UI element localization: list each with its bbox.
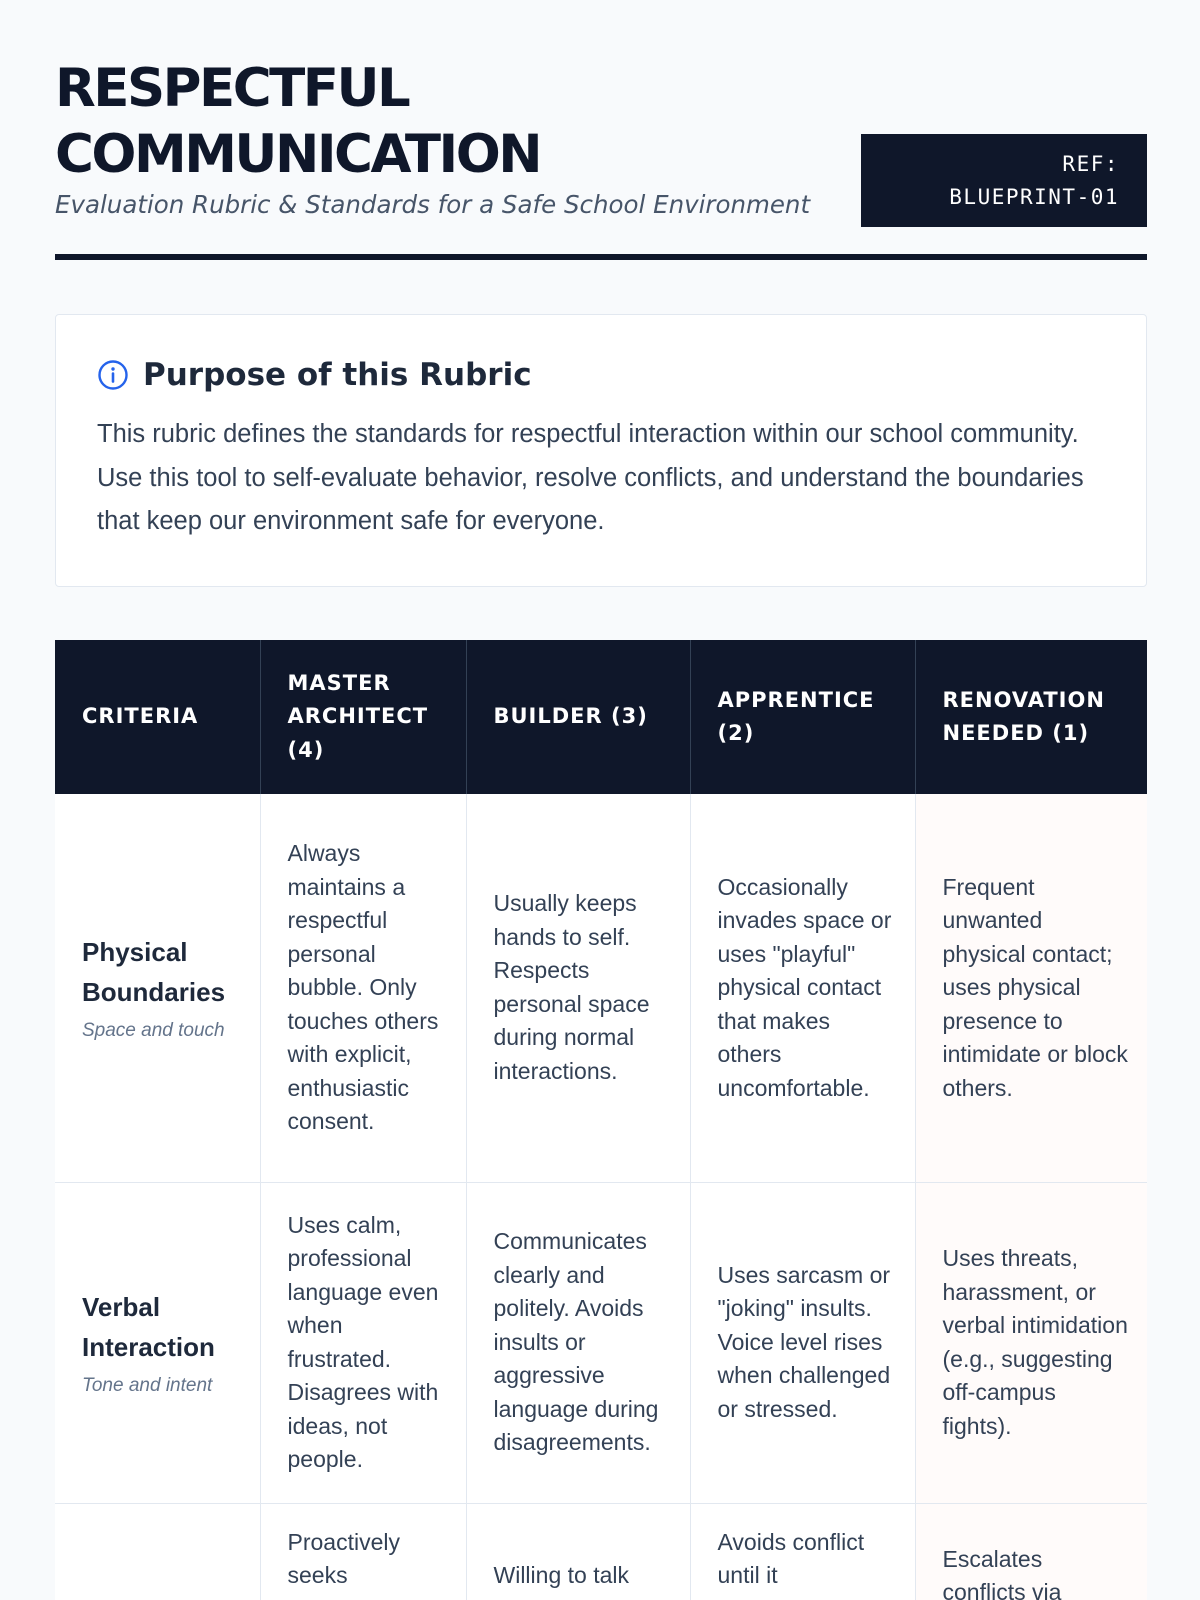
purpose-card bbox=[55, 314, 1147, 587]
column-header-renovation-needed: RENOVATION NEEDED (1) bbox=[915, 640, 1147, 794]
page-header bbox=[55, 56, 1147, 260]
page-title bbox=[55, 56, 815, 188]
ref-code: BLUEPRINT-01 bbox=[949, 185, 1119, 209]
criterion-name: Physical Boundaries bbox=[82, 936, 226, 1007]
title-line-2: COMMUNICATION bbox=[55, 124, 541, 185]
level-2-cell: Uses sarcasm or "joking" insults. Voice level rises when challenged or stressed. bbox=[690, 1182, 915, 1503]
info-circle-icon bbox=[97, 359, 129, 391]
reference-badge bbox=[861, 134, 1147, 227]
rubric-header-row bbox=[55, 640, 1147, 794]
column-header-apprentice: APPRENTICE (2) bbox=[690, 640, 915, 794]
table-row bbox=[55, 1503, 1147, 1600]
level-1-cell: Uses threats, harassment, or verbal intimidation (e.g., suggesting off-campus fights). bbox=[915, 1182, 1147, 1503]
level-1-cell: Frequent unwanted physical contact; uses physical presence to intimidate or block others. bbox=[915, 794, 1147, 1182]
level-2-cell: Occasionally invades space or uses "playful" physical contact that makes others uncomfortable. bbox=[690, 794, 915, 1182]
title-line-1: RESPECTFUL bbox=[55, 58, 409, 119]
level-4-cell: Always maintains a respectful personal bubble. Only touches others with explicit, enthusiastic consent. bbox=[260, 794, 466, 1182]
criterion-subtitle: Tone and intent bbox=[82, 1374, 213, 1396]
table-row bbox=[55, 794, 1147, 1182]
rubric-table bbox=[55, 640, 1147, 1600]
column-header-builder: BUILDER (3) bbox=[466, 640, 690, 794]
criteria-cell bbox=[55, 1503, 260, 1600]
criterion-name: Verbal Interaction bbox=[82, 1291, 215, 1362]
level-2-cell: Avoids conflict until it bbox=[690, 1503, 915, 1600]
level-3-cell: Communicates clearly and politely. Avoids insults or aggressive language during disagreements. bbox=[466, 1182, 690, 1503]
criteria-cell bbox=[55, 794, 260, 1182]
purpose-description: This rubric defines the standards for respectful interaction within our school community. Use this tool to self-evaluate behavior, resolve conflicts, and understand the boundaries that keep our environment safe for everyone. bbox=[97, 420, 1084, 535]
purpose-heading bbox=[97, 355, 1105, 395]
column-header-master-architect: MASTER ARCHITECT (4) bbox=[260, 640, 466, 794]
table-row bbox=[55, 1182, 1147, 1503]
level-4-cell: Proactively seeks bbox=[260, 1503, 466, 1600]
level-3-cell: Willing to talk bbox=[466, 1503, 690, 1600]
level-1-cell: Escalates conflicts via bbox=[915, 1503, 1147, 1600]
criterion-subtitle: Space and touch bbox=[82, 1019, 225, 1041]
level-4-cell: Uses calm, professional language even when frustrated. Disagrees with ideas, not people. bbox=[260, 1182, 466, 1503]
ref-label: REF: bbox=[1062, 152, 1119, 176]
page-subtitle: Evaluation Rubric & Standards for a Safe School Environment bbox=[55, 190, 811, 219]
criteria-cell bbox=[55, 1182, 260, 1503]
purpose-title: Purpose of this Rubric bbox=[143, 357, 532, 393]
column-header-criteria: CRITERIA bbox=[55, 640, 260, 794]
level-3-cell: Usually keeps hands to self. Respects personal space during normal interactions. bbox=[466, 794, 690, 1182]
